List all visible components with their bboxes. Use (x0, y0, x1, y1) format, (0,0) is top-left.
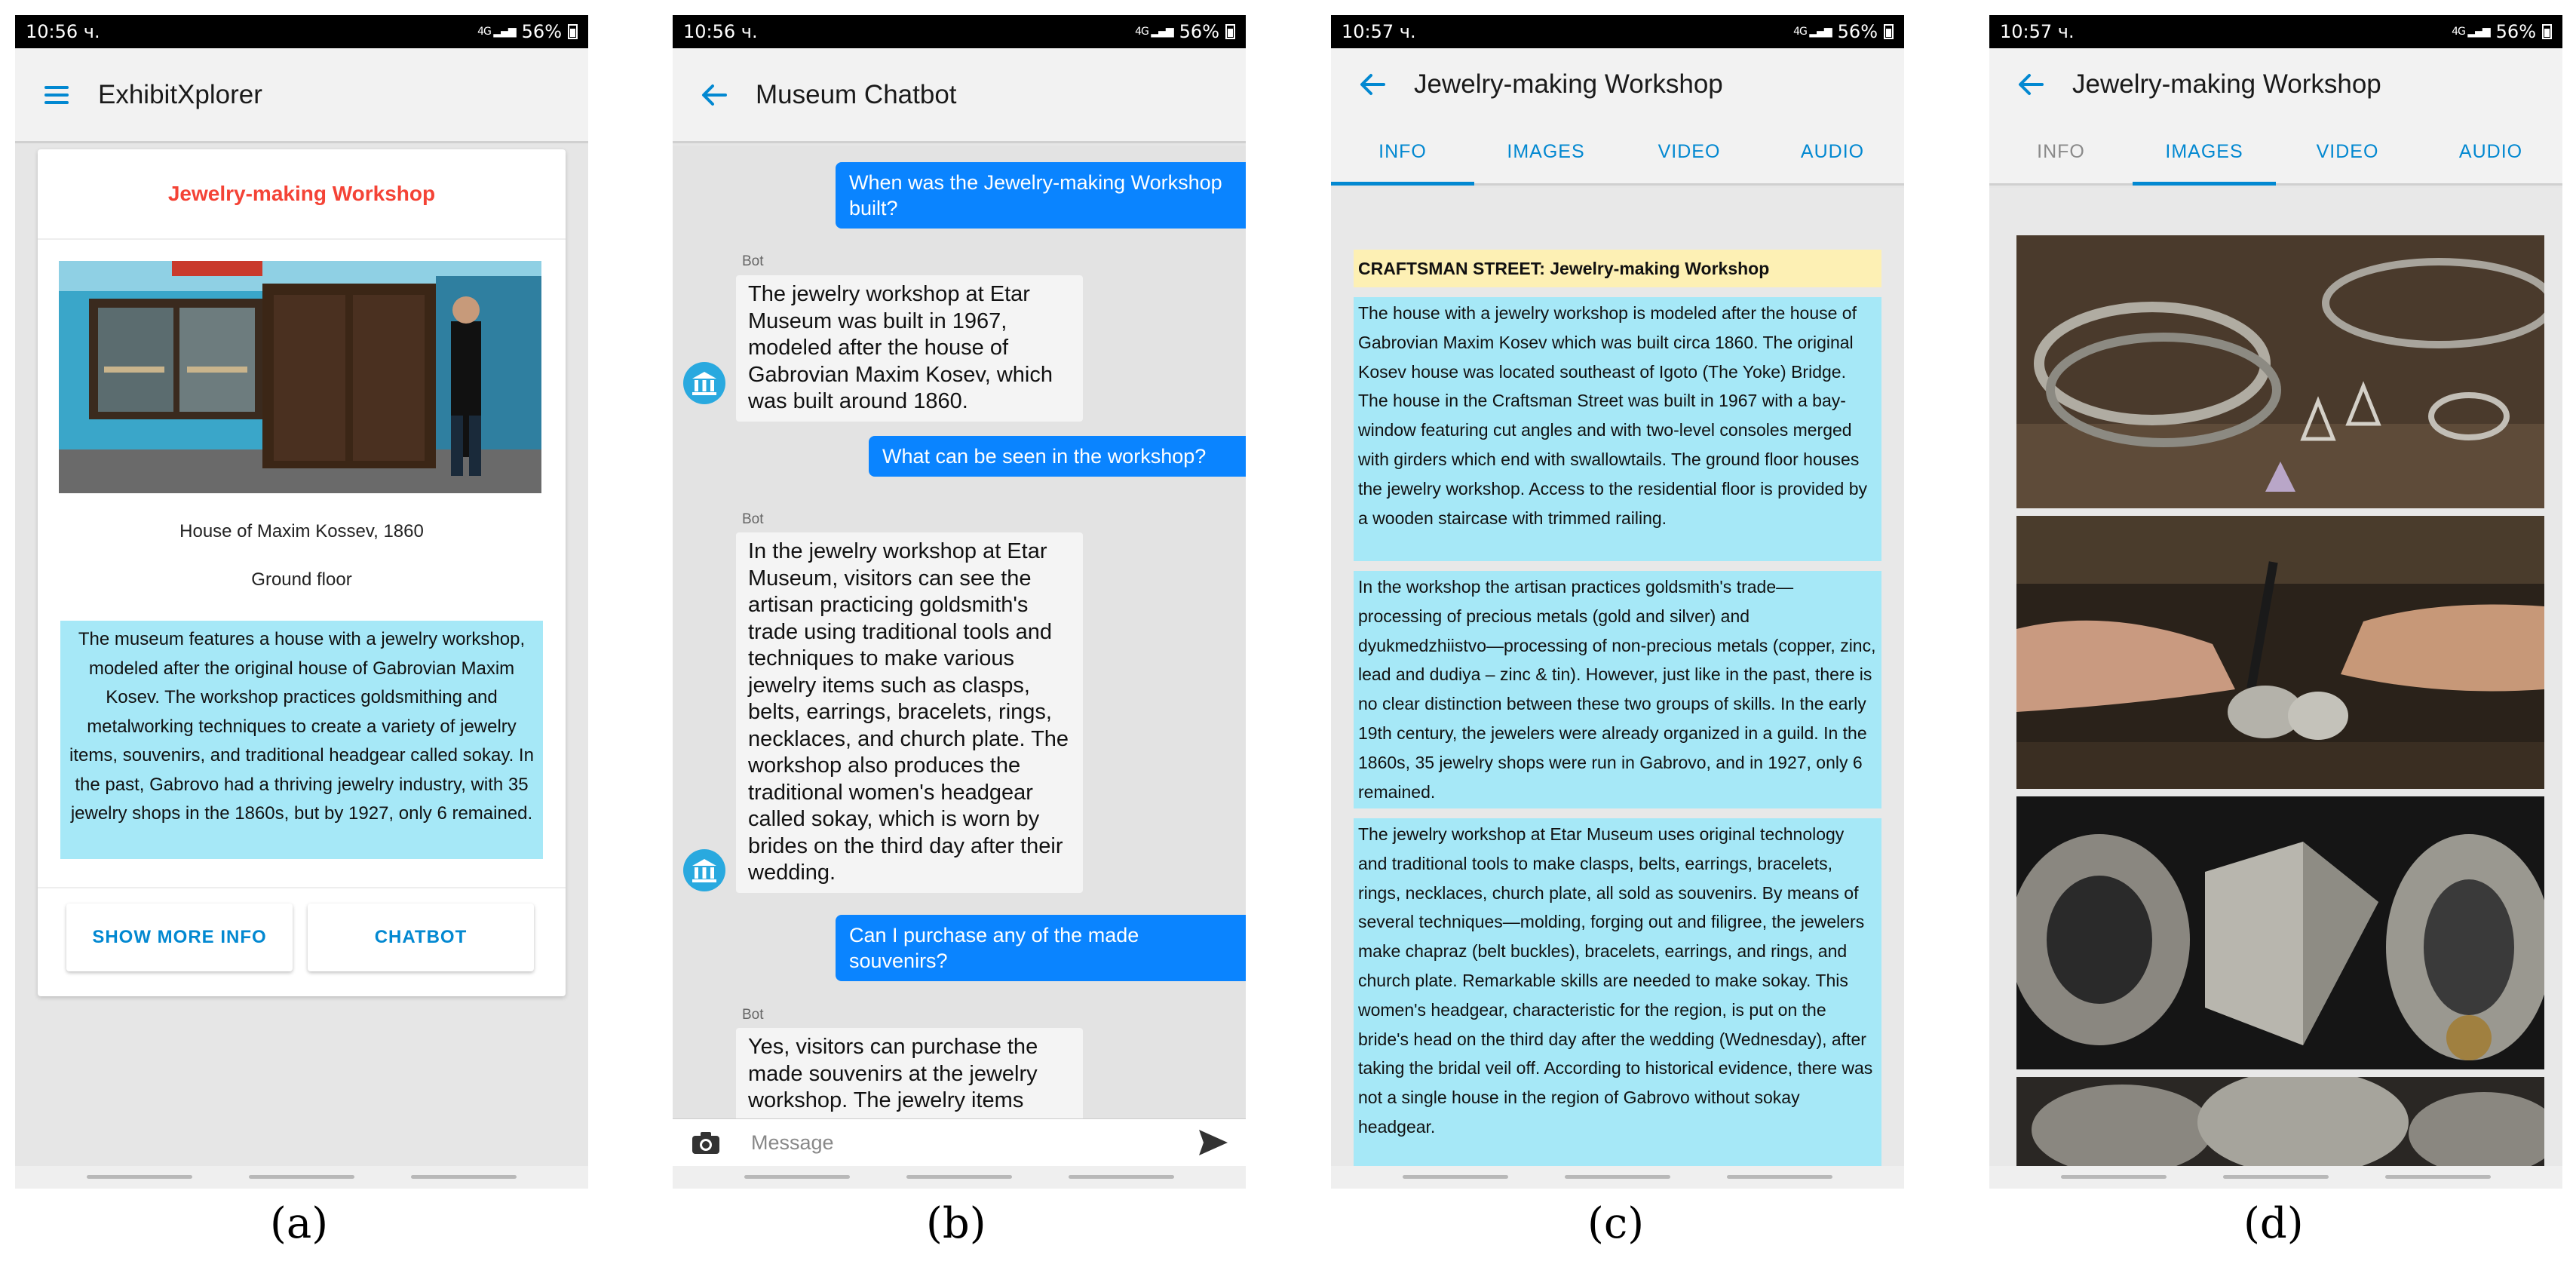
bot-message: In the jewelry workshop at Etar Museum, visitors can see the artisan practicing goldsmith's trade using traditional tools and techniques to make various jewelry items such as clasps, belts, earrings, bracelets, rings, necklaces, and church plate. The workshop also produces the traditional women's headgear called sokay, which is worn by brides on the third day after their wedding. (736, 532, 1083, 893)
show-more-info-button[interactable]: SHOW MORE INFO (66, 904, 293, 971)
back-arrow-icon (1360, 73, 1385, 96)
system-nav-bar (15, 1166, 588, 1189)
menu-button[interactable] (15, 48, 98, 143)
user-message: Can I purchase any of the made souvenirs? (836, 915, 1246, 981)
user-message: What can be seen in the workshop? (869, 436, 1246, 477)
nav-pill-right[interactable] (411, 1175, 517, 1179)
status-bar (15, 15, 588, 48)
nav-pill-home[interactable] (906, 1175, 1012, 1179)
battery-icon (1884, 24, 1894, 39)
gallery-image-hands[interactable] (2016, 516, 2544, 789)
divider (38, 887, 566, 888)
chatbot-button[interactable]: CHATBOT (308, 904, 534, 971)
bot-label: Bot (742, 511, 764, 527)
tab-bar (1331, 121, 1904, 186)
status-time: 10:56 ч. (26, 21, 100, 42)
info-paragraph: In the workshop the artisan practices goldsmith's trade—processing of precious metals (gold and silver) and dyukmedzhiistvo—processing of non-precious metals (copper, zinc, lead and dudiya – zinc & tin). However, just like in the past, there is no clear distinction between these two groups of skills. In the early 19th century, the jewelers were already organized in a guild. In the 1860s, 35 jewelry shops were run in Gabrovo, and in 1927, only 6 remained. (1354, 571, 1881, 808)
phone-screen-c (1331, 15, 1904, 1189)
caption-house: House of Maxim Kossev, 1860 (179, 521, 424, 541)
nav-pill-left[interactable] (87, 1175, 192, 1179)
app-bar (1989, 48, 2562, 121)
back-button[interactable] (1331, 37, 1414, 132)
battery-percent: 56% (521, 21, 562, 42)
museum-icon (691, 857, 718, 884)
back-button[interactable] (1989, 37, 2072, 132)
info-content[interactable] (1331, 188, 1904, 1166)
send-icon[interactable] (1198, 1128, 1229, 1157)
battery-icon (568, 24, 578, 39)
nav-pill-left[interactable] (2061, 1175, 2167, 1179)
screen-title: Jewelry-making Workshop (1414, 69, 1723, 99)
tab-video[interactable]: VIDEO (2316, 141, 2379, 162)
message-composer (673, 1118, 1246, 1166)
panel-label-c: (c) (1587, 1199, 1645, 1248)
nav-pill-left[interactable] (1403, 1175, 1508, 1179)
image-gallery[interactable] (1989, 188, 2562, 1166)
status-bar (673, 15, 1246, 48)
nav-pill-home[interactable] (2223, 1175, 2329, 1179)
phone-screen-d (1989, 15, 2562, 1189)
exhibit-card (38, 149, 566, 996)
exhibit-photo (59, 261, 541, 493)
bot-label: Bot (742, 1007, 764, 1023)
info-paragraph: The jewelry workshop at Etar Museum uses original technology and traditional tools to make clasps, belts, earrings, bracelets, rings, necklaces, church plate, all sold as souvenirs. By means of several techniques—molding, forging out and filigree, the jewelers make chapraz (belt buckles), bracelets, earrings, and rings, and church plate. Remarkable skills are needed to make sokay. This women's headgear, characteristic for the region, is put on the bride's head on the third day after the wedding (Wednesday), after taking the bridal veil off. According to historical evidence, there was not a single house in the region of Gabrovo without sokay headgear. (1354, 818, 1881, 1166)
panel-label-d: (d) (2243, 1199, 2304, 1248)
caption-floor: Ground floor (251, 569, 352, 590)
battery-icon (1225, 24, 1235, 39)
chat-title: Museum Chatbot (756, 79, 957, 109)
museum-icon (691, 370, 718, 397)
app-bar (15, 48, 588, 143)
nav-pill-right[interactable] (2385, 1175, 2491, 1179)
info-paragraph: The house with a jewelry workshop is modeled after the house of Gabrovian Maxim Kosev which was built circa 1860. The original Kosev house was located southeast of Igoto (The Yoke) Bridge. The house in the Craftsman Street was built in 1967 with a bay-window featuring cut angles and with two-level consoles merged with girders which end with swallowtails. The ground floor houses the jewelry workshop. Access to the residential floor is provided by a wooden staircase with trimmed railing. (1354, 297, 1881, 561)
screen-title: Jewelry-making Workshop (2072, 69, 2381, 99)
exhibit-description: The museum features a house with a jewelry workshop, modeled after the original house of Gabrovian Maxim Kosev. The workshop practices goldsmithing and metalworking techniques to create a variety of jewelry items, souvenirs, and traditional headgear called sokay. In the past, Gabrovo had a thriving jewelry industry, with 35 jewelry shops in the 1860s, but by 1927, only 6 remained. (60, 621, 543, 859)
bot-message: Yes, visitors can purchase the made souvenirs at the jewelry workshop. The jewelry items (736, 1028, 1083, 1118)
tab-audio[interactable]: AUDIO (2458, 141, 2523, 162)
message-input[interactable]: Message (751, 1131, 834, 1154)
tab-audio[interactable]: AUDIO (1800, 141, 1865, 162)
tab-info[interactable]: INFO (1331, 121, 1474, 183)
tab-video[interactable]: VIDEO (1658, 141, 1721, 162)
phone-screen-b (673, 15, 1246, 1189)
camera-icon[interactable] (691, 1130, 721, 1155)
signal-icon: 4G ▂▄▆ (1793, 26, 1832, 38)
system-nav-bar (673, 1166, 1246, 1189)
app-title: ExhibitXplorer (98, 79, 262, 109)
tab-bar (1989, 121, 2562, 186)
system-nav-bar (1989, 1166, 2562, 1189)
nav-pill-left[interactable] (744, 1175, 850, 1179)
tab-images[interactable]: IMAGES (1507, 141, 1585, 162)
battery-percent: 56% (1837, 21, 1878, 42)
exhibit-title: Jewelry-making Workshop (38, 149, 566, 240)
battery-percent: 56% (2495, 21, 2536, 42)
app-bar (1331, 48, 1904, 121)
back-button[interactable] (673, 48, 756, 143)
user-message: When was the Jewelry-making Workshop built? (836, 162, 1246, 229)
status-bar (1331, 15, 1904, 48)
status-time: 10:56 ч. (683, 21, 758, 42)
bot-avatar (683, 362, 725, 404)
signal-icon: 4G ▂▄▆ (477, 26, 516, 38)
gallery-image-bracelets[interactable] (2016, 235, 2544, 508)
bot-message: The jewelry workshop at Etar Museum was built in 1967, modeled after the house of Gabrovian Maxim Kosev, which was built around 1860. (736, 275, 1083, 422)
gallery-image-buckle[interactable] (2016, 796, 2544, 1069)
nav-pill-home[interactable] (1565, 1175, 1670, 1179)
nav-pill-right[interactable] (1069, 1175, 1174, 1179)
battery-icon (2542, 24, 2552, 39)
status-bar (1989, 15, 2562, 48)
system-nav-bar (1331, 1166, 1904, 1189)
phone-screen-a (15, 15, 588, 1189)
battery-percent: 56% (1179, 21, 1219, 42)
status-time: 10:57 ч. (2000, 21, 2075, 42)
bot-label: Bot (742, 253, 764, 269)
signal-icon: 4G ▂▄▆ (1135, 26, 1173, 38)
tab-images[interactable]: IMAGES (2133, 121, 2276, 183)
hamburger-icon (44, 86, 69, 104)
signal-icon: 4G ▂▄▆ (2452, 26, 2490, 38)
nav-pill-right[interactable] (1727, 1175, 1832, 1179)
panel-label-b: (b) (926, 1199, 986, 1248)
bot-avatar (683, 849, 725, 891)
app-bar (673, 48, 1246, 143)
status-time: 10:57 ч. (1342, 21, 1416, 42)
chat-thread[interactable] (673, 146, 1246, 1118)
gallery-image-partial[interactable] (2016, 1077, 2544, 1166)
tab-info[interactable]: INFO (2037, 141, 2085, 162)
back-arrow-icon (701, 84, 727, 106)
back-arrow-icon (2018, 73, 2044, 96)
panel-label-a: (a) (270, 1199, 329, 1248)
nav-pill-home[interactable] (249, 1175, 354, 1179)
section-header: CRAFTSMAN STREET: Jewelry-making Workshop (1354, 250, 1881, 287)
